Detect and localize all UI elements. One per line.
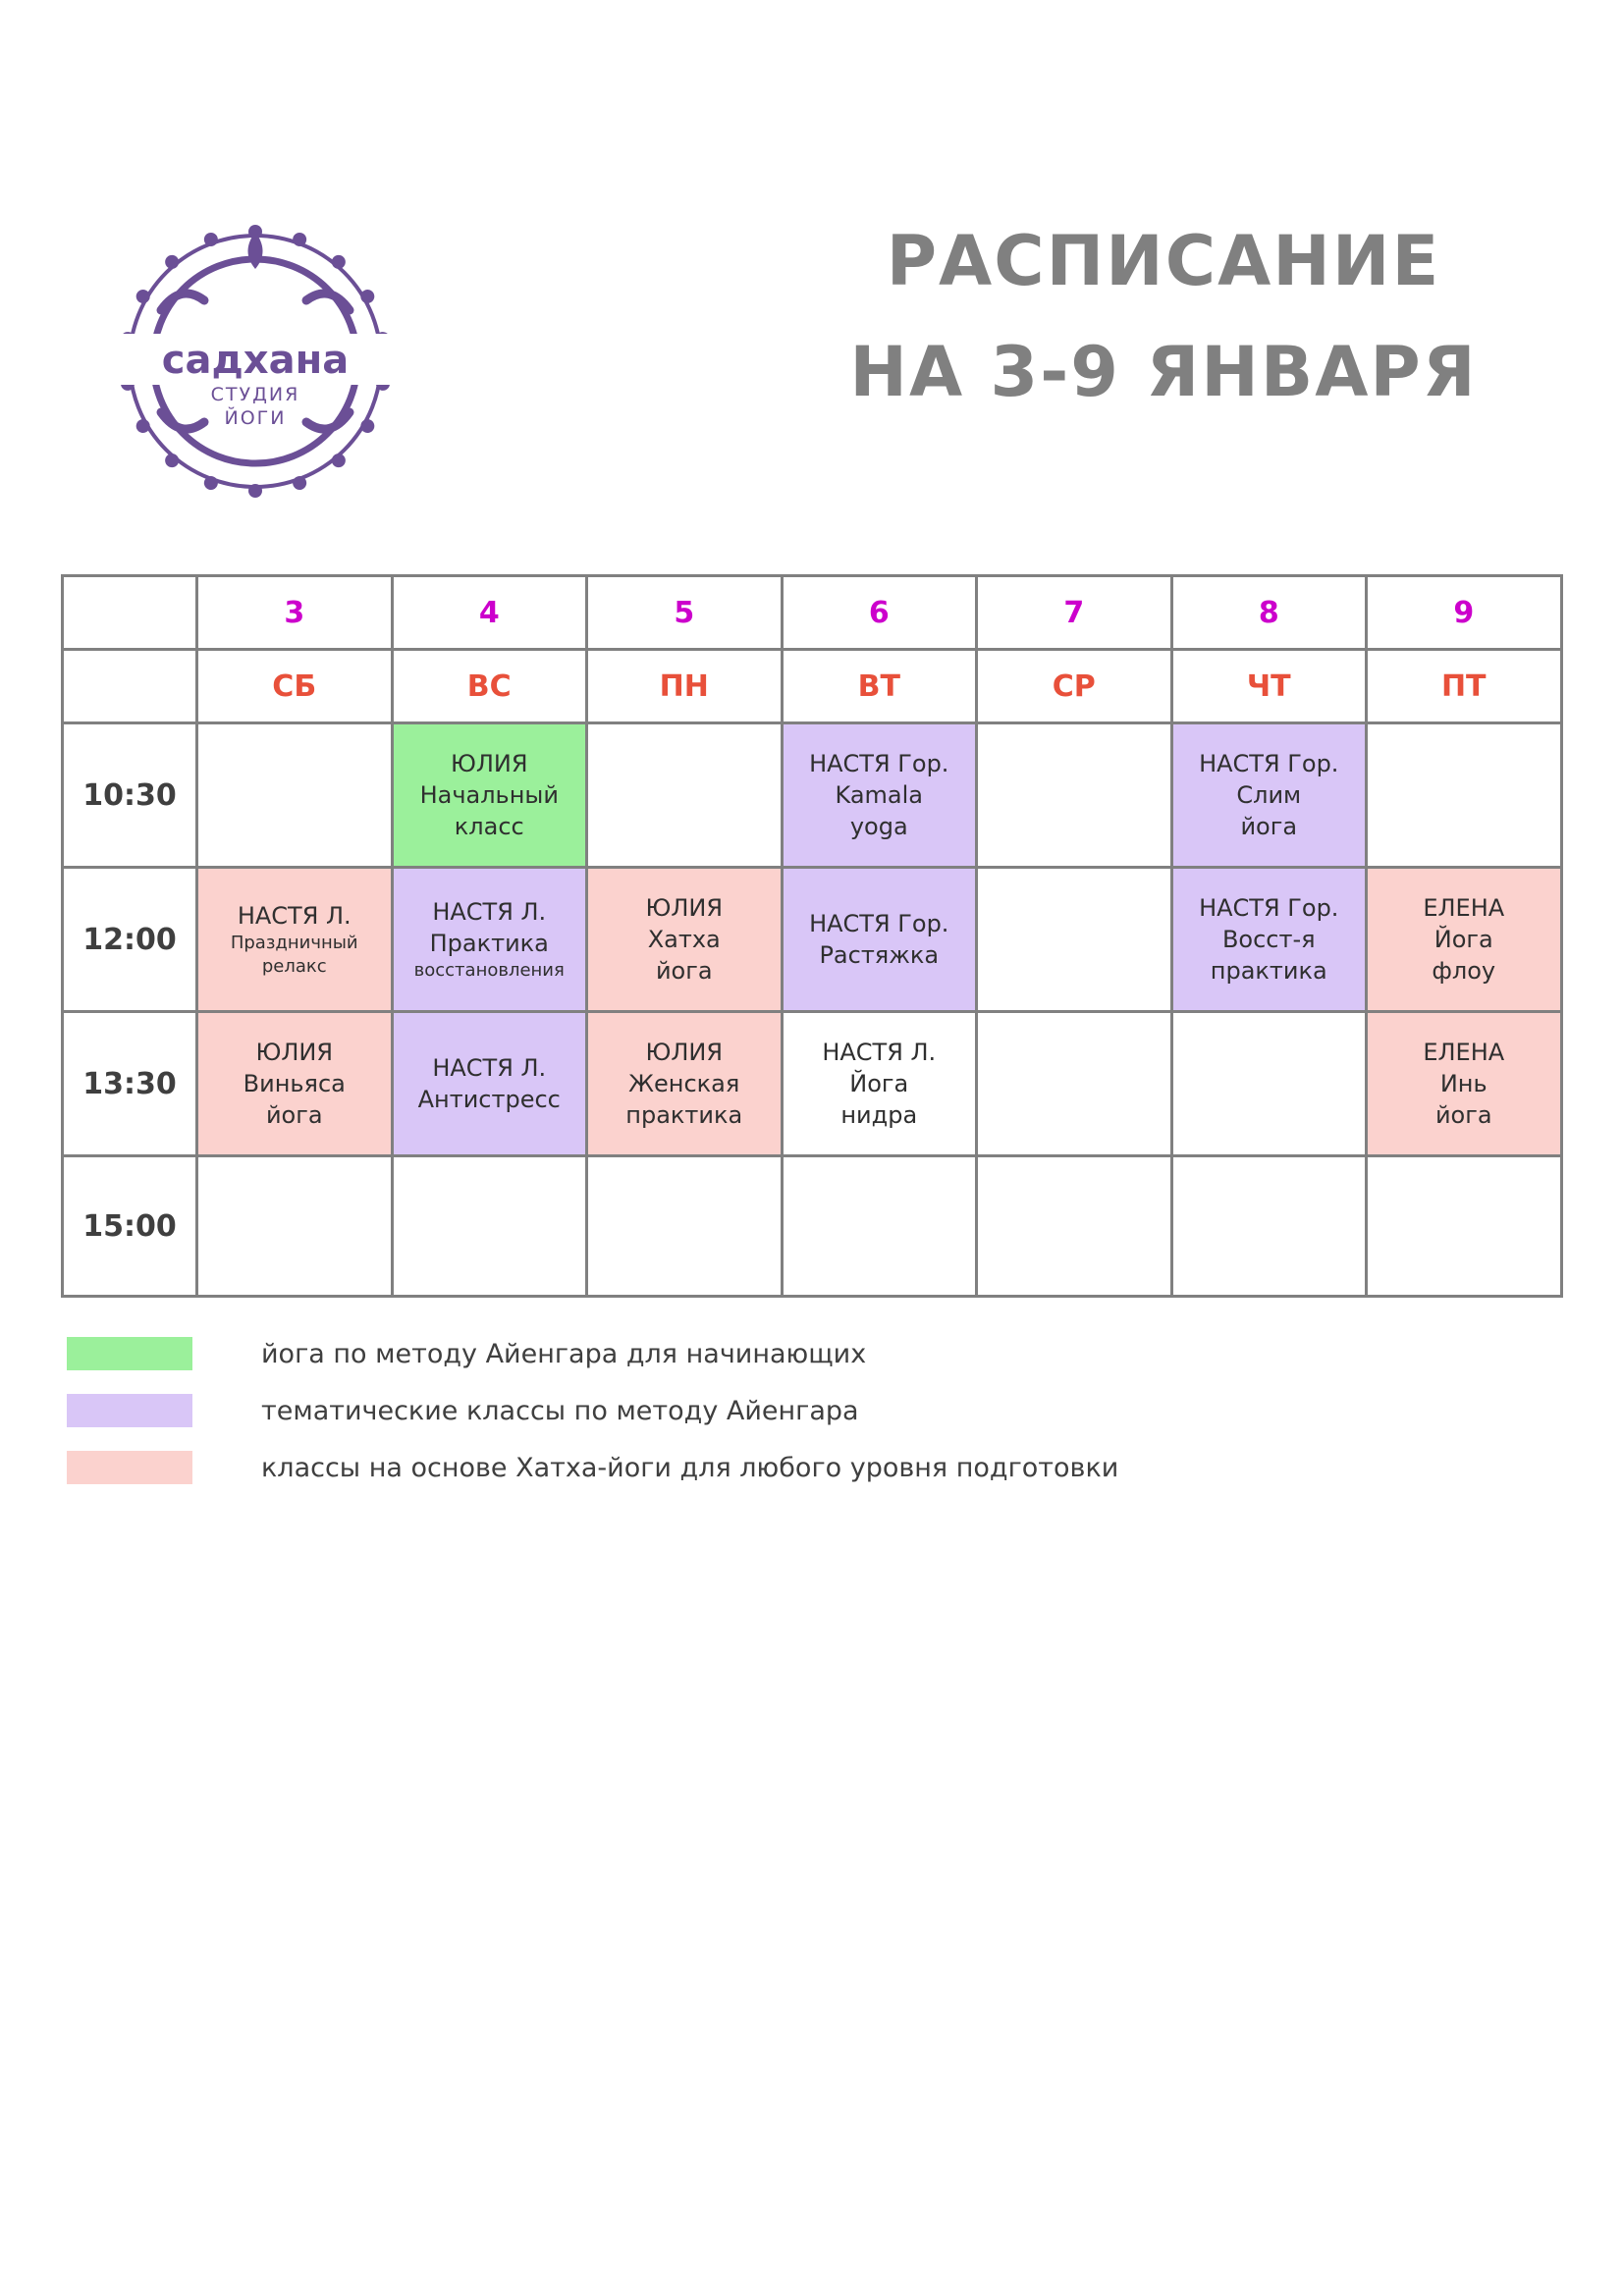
schedule-table	[61, 574, 1563, 1298]
day-number-cell	[1171, 576, 1367, 650]
class-cell[interactable]	[587, 1012, 783, 1156]
class-title-line: йога	[655, 957, 713, 986]
class-cell-content	[198, 869, 391, 1010]
class-title-line: Слим	[1236, 780, 1302, 809]
day-name-cell	[1367, 650, 1562, 723]
class-cell-content	[1173, 724, 1366, 866]
legend-item	[61, 1439, 1435, 1496]
day-number-cell	[977, 576, 1172, 650]
class-cell[interactable]	[392, 868, 587, 1012]
class-teacher: НАСТЯ Л.	[432, 897, 547, 926]
class-cell[interactable]	[197, 1012, 393, 1156]
legend-label: тематические классы по методу Айенгара	[261, 1395, 859, 1426]
empty-cell	[782, 1156, 977, 1297]
title-line-1: РАСПИСАНИЕ	[886, 221, 1441, 301]
class-title-line: релакс	[261, 956, 327, 978]
day-name-label: ЧТ	[1246, 668, 1291, 704]
empty-cell	[1171, 1012, 1367, 1156]
day-name-label: ВТ	[857, 668, 900, 704]
day-name-label: СБ	[272, 668, 317, 704]
class-title-line: Начальный	[419, 780, 559, 809]
day-number-label: 9	[1453, 595, 1475, 630]
empty-cell	[587, 1156, 783, 1297]
page-header	[0, 0, 1623, 550]
class-cell-content	[588, 869, 781, 1010]
class-cell[interactable]	[1171, 868, 1367, 1012]
class-title-line: Растяжка	[819, 941, 940, 969]
schedule-row	[63, 723, 1562, 868]
day-number-label: 5	[674, 595, 695, 630]
class-title-line: йога	[1434, 1101, 1492, 1130]
class-title-line: восстановления	[413, 960, 565, 982]
class-teacher: НАСТЯ Гор.	[1199, 749, 1339, 777]
schedule-row	[63, 1156, 1562, 1297]
logo-subtitle-2: ЙОГИ	[224, 407, 287, 429]
class-teacher: НАСТЯ Л.	[432, 1053, 547, 1082]
class-title-line: практика	[625, 1101, 743, 1130]
class-title-line: Восст-я	[1221, 925, 1316, 953]
day-name-label: СР	[1052, 668, 1096, 704]
day-name-label: ВС	[466, 668, 512, 704]
class-teacher: ЮЛИЯ	[645, 1038, 724, 1066]
schedule-body	[63, 723, 1562, 1297]
class-teacher: НАСТЯ Л.	[822, 1038, 937, 1066]
schedule-row	[63, 868, 1562, 1012]
class-teacher: ЕЛЕНА	[1423, 1038, 1505, 1066]
logo-wordmark: садхана	[161, 338, 350, 383]
class-title-line: Виньяса	[243, 1069, 346, 1097]
class-cell-content	[588, 1013, 781, 1154]
logo-subtitle-1: СТУДИЯ	[210, 384, 300, 405]
table-row-day-names	[63, 650, 1562, 723]
class-teacher: НАСТЯ Гор.	[809, 909, 949, 937]
class-cell[interactable]	[1171, 723, 1367, 868]
time-label-cell: 10:30	[63, 723, 197, 868]
day-name-cell	[197, 650, 393, 723]
legend-swatch-green	[67, 1337, 192, 1370]
day-name-cell	[392, 650, 587, 723]
class-cell[interactable]	[782, 723, 977, 868]
legend-label: йога по методу Айенгара для начинающих	[261, 1338, 867, 1369]
class-cell[interactable]	[587, 868, 783, 1012]
class-title-line: практика	[1210, 957, 1327, 986]
class-cell[interactable]	[782, 1012, 977, 1156]
table-row-day-numbers	[63, 576, 1562, 650]
class-cell-content	[1173, 869, 1366, 1010]
day-name-cell	[587, 650, 783, 723]
class-cell[interactable]	[197, 868, 393, 1012]
legend-swatch-pink	[67, 1451, 192, 1484]
page-title	[766, 206, 1561, 429]
day-number-label: 6	[868, 595, 890, 630]
empty-cell	[977, 868, 1172, 1012]
time-label-cell: 15:00	[63, 1156, 197, 1297]
class-title-line: Йога	[1434, 925, 1493, 953]
class-cell-content	[1368, 869, 1560, 1010]
class-cell[interactable]	[392, 1012, 587, 1156]
class-title-line: флоу	[1432, 957, 1496, 986]
class-title-line: Антистресс	[417, 1086, 561, 1113]
class-teacher: ЕЛЕНА	[1423, 893, 1505, 922]
empty-cell	[1171, 1156, 1367, 1297]
class-title-line: класс	[454, 813, 524, 841]
empty-cell	[977, 723, 1172, 868]
class-title-line: Kamala	[835, 780, 923, 809]
day-name-label: ПН	[659, 668, 709, 704]
empty-cell	[1367, 1156, 1562, 1297]
time-label-cell: 13:30	[63, 1012, 197, 1156]
title-line-2: НА 3-9 ЯНВАРЯ	[849, 332, 1478, 413]
day-name-cell	[1171, 650, 1367, 723]
empty-cell	[977, 1012, 1172, 1156]
day-name-cell	[782, 650, 977, 723]
day-number-label: 8	[1258, 595, 1279, 630]
class-cell[interactable]	[1367, 868, 1562, 1012]
day-name-label: ПТ	[1440, 668, 1487, 704]
class-cell-content	[784, 869, 976, 1010]
empty-cell	[392, 1156, 587, 1297]
class-title-line: йога	[265, 1101, 323, 1130]
corner-cell	[63, 650, 197, 723]
day-number-cell	[782, 576, 977, 650]
class-cell-content	[394, 1013, 586, 1154]
class-cell-content	[394, 869, 586, 1010]
empty-cell	[197, 723, 393, 868]
class-teacher: НАСТЯ Гор.	[1199, 893, 1339, 922]
class-cell[interactable]	[392, 723, 587, 868]
empty-cell	[1367, 723, 1562, 868]
schedule-table-wrapper	[61, 574, 1560, 1298]
schedule-row	[63, 1012, 1562, 1156]
day-number-label: 4	[478, 595, 500, 630]
empty-cell	[977, 1156, 1172, 1297]
day-number-label: 3	[284, 595, 305, 630]
class-title-line: нидра	[840, 1101, 918, 1130]
class-cell-content	[784, 724, 976, 866]
class-teacher: ЮЛИЯ	[645, 893, 724, 922]
legend-swatch-purple	[67, 1394, 192, 1427]
studio-logo	[98, 218, 412, 505]
class-title-line: йога	[1240, 813, 1298, 841]
corner-cell	[63, 576, 197, 650]
day-number-cell	[587, 576, 783, 650]
class-title-line: Хатха	[647, 925, 721, 953]
class-cell-content	[198, 1013, 391, 1154]
class-cell[interactable]	[782, 868, 977, 1012]
class-title-line: Женская	[628, 1069, 740, 1097]
legend	[61, 1325, 1435, 1496]
class-teacher: ЮЛИЯ	[450, 749, 528, 777]
empty-cell	[587, 723, 783, 868]
class-title-line: Праздничный	[230, 932, 358, 953]
class-title-line: Йога	[849, 1069, 909, 1097]
day-number-label: 7	[1063, 595, 1085, 630]
class-teacher: ЮЛИЯ	[255, 1038, 334, 1066]
day-number-cell	[1367, 576, 1562, 650]
day-number-cell	[392, 576, 587, 650]
day-name-cell	[977, 650, 1172, 723]
class-cell-content	[784, 1013, 976, 1154]
class-cell-content	[394, 724, 586, 866]
legend-item	[61, 1325, 1435, 1382]
class-cell-content	[1368, 1013, 1560, 1154]
class-teacher: НАСТЯ Л.	[237, 901, 352, 930]
day-number-cell	[197, 576, 393, 650]
class-teacher: НАСТЯ Гор.	[809, 749, 949, 777]
legend-label: классы на основе Хатха-йоги для любого уровня подготовки	[261, 1452, 1119, 1483]
class-title-line: Практика	[429, 929, 549, 957]
class-title-line: yoga	[849, 813, 908, 841]
time-label-cell: 12:00	[63, 868, 197, 1012]
empty-cell	[197, 1156, 393, 1297]
class-cell[interactable]	[1367, 1012, 1562, 1156]
class-title-line: Инь	[1439, 1069, 1488, 1097]
legend-item	[61, 1382, 1435, 1439]
